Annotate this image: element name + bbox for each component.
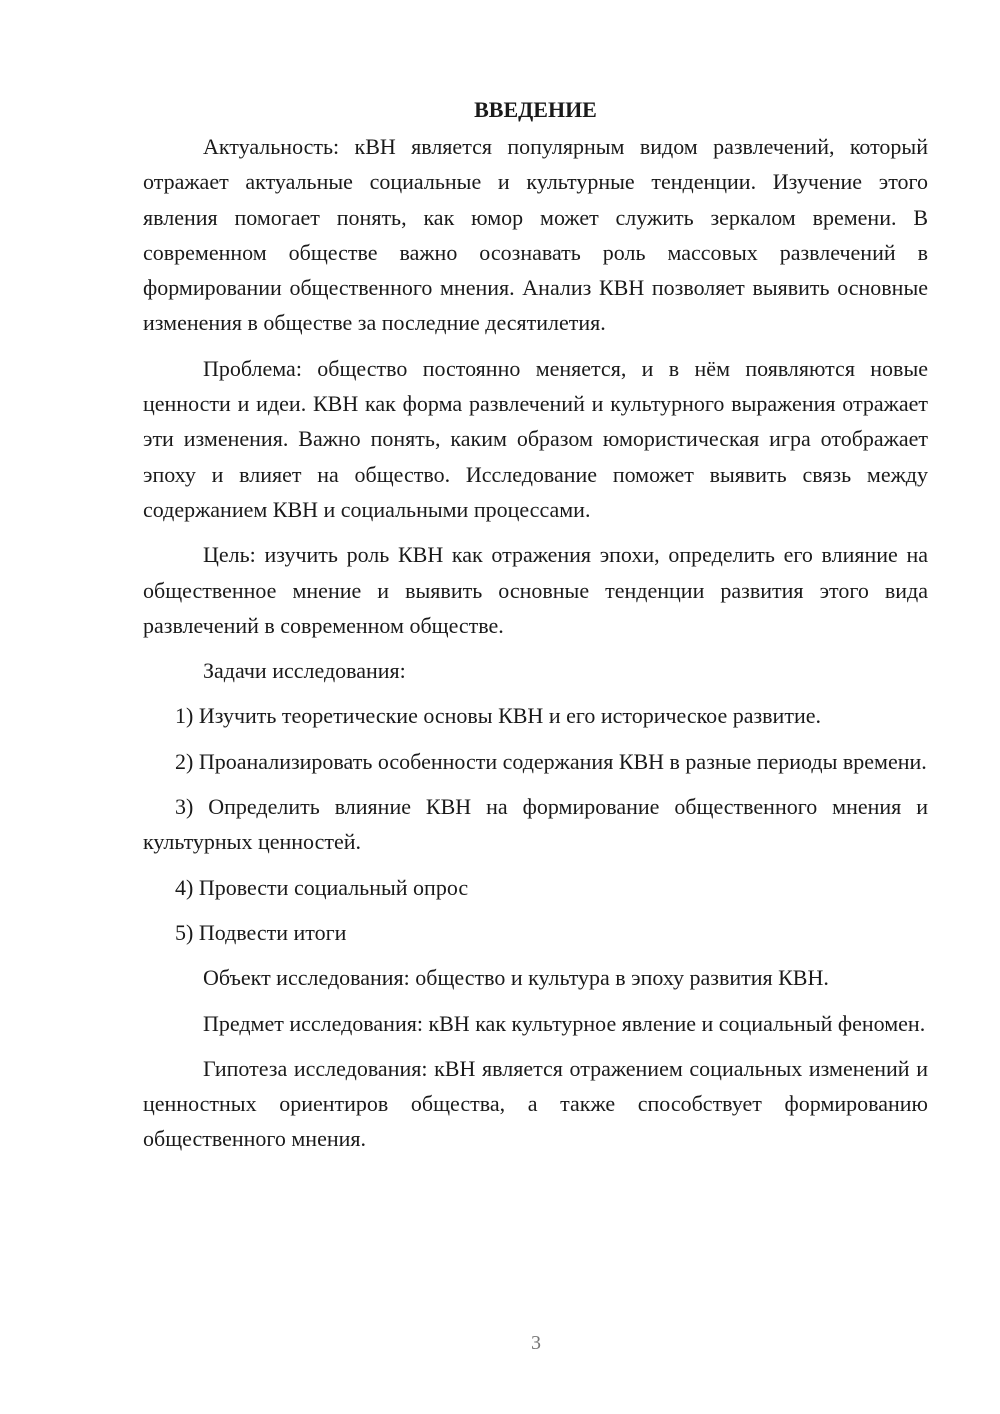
paragraph-goal: Цель: изучить роль КВН как отражения эпохи, определить его влияние на общественное мнение и выявить основные тенденции развития этого вида развлечений в современном обществе. bbox=[143, 542, 928, 638]
page-title: ВВЕДЕНИЕ bbox=[474, 97, 597, 122]
task-item-5: 5) Подвести итоги bbox=[175, 919, 347, 945]
paragraph-subject: Предмет исследования: кВН как культурное явление и социальный феномен. bbox=[203, 1010, 926, 1036]
paragraph-hypothesis: Гипотеза исследования: кВН является отражением социальных изменений и ценностных ориентиров общества, а также способствует формированию общественного мнения. bbox=[143, 1055, 928, 1152]
paragraph-object: Объект исследования: общество и культура в эпоху развития КВН. bbox=[203, 965, 829, 991]
page-content bbox=[143, 92, 928, 1167]
task-item-4: 4) Провести социальный опрос bbox=[175, 874, 469, 900]
tasks-heading: Задачи исследования: bbox=[203, 658, 406, 684]
paragraph-relevance: Актуальность: кВН является популярным видом развлечений, который отражает актуальные социальные и культурные тенденции. Изучение этого явления помогает понять, как юмор может служить зеркалом времени. В современном обществе важно осознавать роль массовых развлечений в формировании общественного мнения. Анализ КВН позволяет выявить основные изменения в обществе за последние десятилетия. bbox=[143, 134, 928, 336]
paragraph-problem: Проблема: общество постоянно меняется, и в нём появляются новые ценности и идеи. КВН как форма развлечений и культурного выражения отражает эти изменения. Важно понять, каким образом юмористическая игра отображает эпоху и влияет на общество. Исследование поможет выявить связь между содержанием КВН и социальными процессами. bbox=[143, 355, 928, 522]
page-number: 3 bbox=[531, 1332, 541, 1354]
task-item-1: 1) Изучить теоретические основы КВН и его историческое развитие. bbox=[175, 703, 821, 729]
task-item-2: 2) Проанализировать особенности содержания КВН в разные периоды времени. bbox=[175, 748, 927, 774]
task-item-3: 3) Определить влияние КВН на формирование общественного мнения и культурных ценностей. bbox=[143, 794, 928, 855]
